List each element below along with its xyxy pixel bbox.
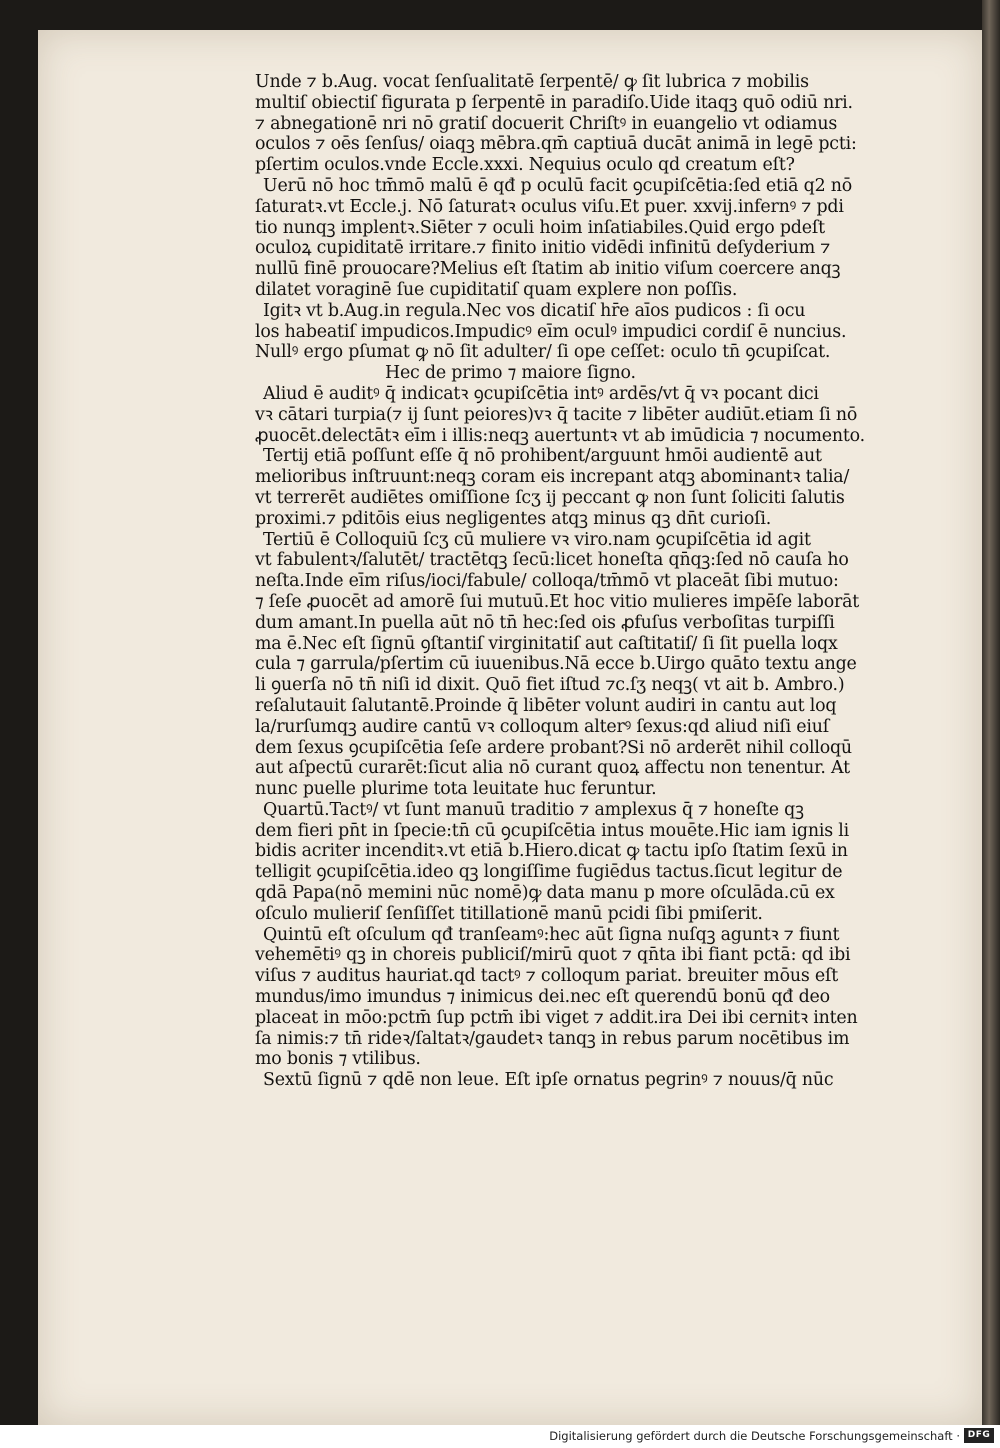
text-line: Uerū nō hoc tm̄mō malū ē qđ p oculū facit ꝯcupiſcētia:ſed etiā q2 nō <box>263 175 853 196</box>
text-line: Quintū eſt oſculum qđ tranſeamꝰ:hec aūt ſigna nuſqꝫ aguntꝛ ⁊ fiunt <box>263 924 840 945</box>
text-line: mundus/imo imundus ⁊ inimicus dei.nec eſt querendū bonū qđ deo <box>255 987 830 1008</box>
text-line: multiſ obiectiſ figurata p ſerpentē in paradiſo.Uide itaqꝫ quō odiū nri. <box>255 92 853 113</box>
text-line: Aliud ē auditꝰ q̄ indicatꝛ ꝯcupiſcētia intꝰ ardēs/vt q̄ vꝛ pocant dici <box>263 383 819 404</box>
text-line: dem fieri pn̄t in ſpecie:tn̄ cū ꝯcupiſcētia intus mouēte.Hic iam ignis li <box>255 820 849 841</box>
text-line: Sextū ſignū ⁊ qdē non leue. Eſt ipſe ornatus pegrinꝰ ⁊ nouus/q̄ nūc <box>263 1070 834 1091</box>
text-line: Igitꝛ vt b.Aug.in regula.Nec vos dicatiſ hr̄e aīos pudicos : ſi ocu <box>263 300 806 321</box>
text-line: mo bonis ⁊ vtilibus. <box>255 1049 421 1070</box>
text-line: tio nunqꝫ implentꝛ.Siēter ⁊ oculi hoim inſatiabiles.Quid ergo pdeſt <box>255 217 825 238</box>
text-line: oculos ⁊ oēs ſenſus/ oiaqꝫ mēbra.qm̄ captiuā ducāt animā in legē pcti: <box>255 134 857 155</box>
text-line: cula ⁊ garrula/pſertim cū iuuenibus.Nā ecce b.Uirgo quāto textu ange <box>255 654 857 675</box>
text-line: ſaturatꝛ.vt Eccle.j. Nō ſaturatꝛ oculus viſu.Et puer. xxvij.infernꝰ ⁊ pdi <box>255 196 844 217</box>
text-line: la/rurſumqꝫ audire cantū vꝛ colloqum alterꝰ ſexus:qd aliud niſi eiuſ <box>255 716 830 737</box>
dfg-logo: DFG <box>964 1428 994 1443</box>
text-line: oculoꝝ cupiditatē irritare.⁊ finito initio vidēdi infinitū deſyderium ⁊ <box>255 238 831 259</box>
text-line: ⁊ ſeſe ꝓuocēt ad amorē ſui mutuū.Et hoc vitio mulieres impēſe laborāt <box>255 591 860 612</box>
text-line: ma ē.Nec eſt ſignū ꝯſtantiſ virginitatiſ aut caſtitatiſ/ ſi ſit puella loqx <box>255 633 838 654</box>
text-line: telligit ꝯcupiſcētia.ideo qꝫ longiſſime fugiēdus tactus.ſicut legitur de <box>255 862 843 883</box>
text-line: placeat in mōo:pctm̄ ſup pctm̄ ibi viget ⁊ addit.ira Dei ibi cernitꝛ inten <box>255 1007 858 1028</box>
page-text <box>255 72 985 1091</box>
text-line: viſus ⁊ auditus hauriat.qd tactꝰ ⁊ colloqum pariat. breuiter mōus eſt <box>255 966 839 987</box>
text-line: proximi.⁊ pditōis eius negligentes atqꝫ minus qꝫ dn̄t curioſi. <box>255 508 772 529</box>
text-line: melioribus inſtruunt:neqꝫ coram eis increpant atqꝫ abominantꝛ talia/ <box>255 467 850 488</box>
text-line: Quartū.Tactꝰ/ vt ſunt manuū traditio ⁊ amplexus q̄ ⁊ honeſte qꝫ <box>263 799 804 820</box>
text-line: bidis acriter incenditꝛ.vt etiā b.Hiero.dicat ꝙ tactu ipſo ſtatim ſexū in <box>255 841 848 862</box>
text-line: neſta.Inde eīm riſus/ioci/fabule/ colloqa/tm̄mō vt placeāt ſibi mutuo: <box>255 571 839 592</box>
text-line: dum amant.In puella aūt nō tn̄ hec:ſed ois ꝓfuſus verboſitas turpiſſi <box>255 612 835 633</box>
text-line: vt terrerēt audiētes omiſſione ſcʒ ij peccant ꝙ non ſunt ſoliciti ſalutis <box>255 487 845 508</box>
text-line: li ꝯuerſa nō tn̄ niſi id dixit. Quō fiet iſtud ⁊c.ſʒ neqꝫ( vt ait b. Ambro.) <box>255 675 845 696</box>
text-line: Nullꝰ ergo pſumat ꝙ nō ſit adulter/ ſi ope ceſſet: oculo tn̄ ꝯcupiſcat. <box>255 342 831 363</box>
text-line: dilatet voraginē ſue cupiditatiſ quam explere non poſſis. <box>255 279 738 300</box>
text-line: ſa nimis:⁊ tn̄ rideꝛ/ſaltatꝛ/gaudetꝛ tanqꝫ in rebus parum nocētibus im <box>255 1028 850 1049</box>
text-line: vt fabulentꝛ/ſalutēt/ tractētqꝫ ſecū:licet honeſta qn̄qꝫ:ſed nō cauſa ho <box>255 550 849 571</box>
text-line: vehemētiꝰ qꝫ in choreis publiciſ/mirū quot ⁊ qn̄ta ibi fiant pctā: qd ibi <box>255 945 851 966</box>
text-line: Tertiū ē Colloquiū ſcʒ cū muliere vꝛ viro.nam ꝯcupiſcētia id agit <box>263 529 811 550</box>
text-line: reſalutauit ſalutantē.Proinde q̄ libēter volunt audiri in cantu aut loq <box>255 695 837 716</box>
text-line: vꝛ cātari turpia(⁊ ij ſunt peiores)vꝛ q̄ tacite ⁊ libēter audiūt.etiam ſi nō <box>255 404 858 425</box>
text-line: los habeatiſ impudicos.Impudicꝰ eīm oculꝰ impudici cordiſ ē nuncius. <box>255 321 847 342</box>
text-line: ꝓuocēt.delectātꝛ eīm i illis:neqꝫ auertuntꝛ vt ab imūdicia ⁊ nocumento. <box>255 425 865 446</box>
text-line: nunc puelle plurime tota leuitate huc feruntur. <box>255 779 657 800</box>
text-line: aut aſpectū curarēt:ſicut alia nō curant quoꝝ affectu non tenentur. At <box>255 758 850 779</box>
footer-bar <box>0 1425 1000 1448</box>
text-line: nullū finē prouocare?Melius eſt ſtatim ab initio viſum coercere anqꝫ <box>255 259 841 280</box>
text-line: Tertij etiā poſſunt eſſe q̄ nō prohibent/arguunt hmōi audientē aut <box>263 446 822 467</box>
footer-credit: Digitalisierung gefördert durch die Deutsche Forschungsgemeinschaft · <box>549 1429 960 1443</box>
text-line: qdā Papa(nō memini nūc nomē)ꝙ data manu p more oſculāda.cū ex <box>255 883 835 904</box>
text-line: oſculo mulieriſ ſenſiſſet titillationē manū pcidi ſibi pmiſerit. <box>255 903 763 924</box>
text-line: dem ſexus ꝯcupiſcētia ſeſe ardere probant?Si nō arderēt nihil colloqū <box>255 737 852 758</box>
text-line: pſertim oculos.vnde Eccle.xxxi. Nequius oculo qd creatum eſt? <box>255 155 795 176</box>
text-line: Unde ⁊ b.Aug. vocat ſenſualitatē ſerpentē/ ꝙ ſit lubrica ⁊ mobilis <box>255 72 809 92</box>
text-line: Hec de primo ⁊ maiore ſigno. <box>385 363 636 384</box>
text-line: ⁊ abnegationē nri nō gratiſ docuerit Chriſtꝰ in euangelio vt odiamus <box>255 113 838 134</box>
